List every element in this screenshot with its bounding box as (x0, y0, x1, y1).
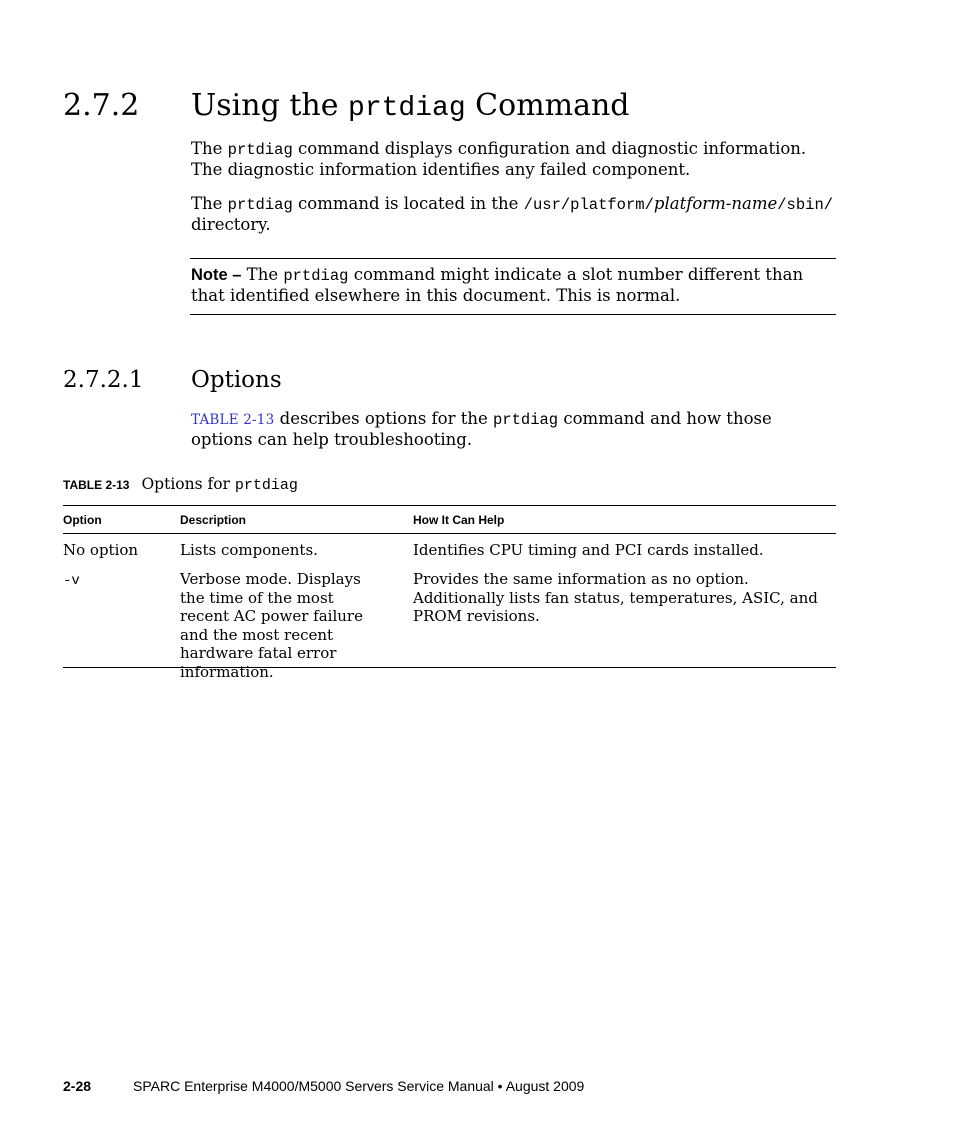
option-code: -v (63, 573, 80, 589)
paragraph-location (191, 194, 836, 235)
para1-pre: The (191, 139, 228, 158)
subsection-title: Options (191, 367, 282, 393)
table-caption (63, 474, 298, 496)
para3-pre: describes options for the (274, 409, 493, 428)
header-help: How It Can Help (413, 513, 505, 527)
cell-help: Provides the same information as no option. Additionally lists fan status, temperatures, ASIC, and PROM revisions. (413, 570, 818, 625)
options-table (63, 505, 836, 681)
caption-code: prtdiag (234, 477, 298, 494)
table-header (63, 506, 836, 534)
note-text (191, 265, 836, 306)
para3-code: prtdiag (493, 411, 559, 429)
cell-description: Lists components. (180, 541, 318, 559)
footer-title: SPARC Enterprise M4000/M5000 Servers Service Manual • August 2009 (133, 1078, 585, 1094)
para2-pre: The (191, 194, 228, 213)
cell-option: No option (63, 541, 139, 559)
header-option: Option (63, 513, 102, 527)
path-suffix: /sbin/ (777, 196, 834, 214)
note-box (190, 258, 836, 315)
note-pre: The (241, 265, 284, 284)
table-link[interactable]: TABLE 2-13 (191, 412, 275, 428)
para2-code: prtdiag (227, 196, 293, 214)
subsection-number: 2.7.2.1 (63, 367, 144, 393)
section-title-code: prtdiag (348, 93, 466, 124)
para3-post: command and how those options can help troubleshooting. (191, 409, 772, 449)
section-number: 2.7.2 (63, 88, 140, 123)
note-post: command might indicate a slot number different than that identified elsewhere in this document. This is normal. (191, 265, 804, 305)
paragraph-options (191, 409, 836, 450)
note-label: Note – (191, 266, 242, 284)
para1-code: prtdiag (227, 141, 293, 159)
para1-post: command displays configuration and diagnostic information. The diagnostic information identifies any failed component. (191, 139, 807, 179)
header-description: Description (180, 513, 247, 527)
page-number: 2-28 (63, 1078, 92, 1094)
note-code: prtdiag (283, 267, 349, 285)
paragraph-description (191, 139, 836, 180)
caption-text: Options for (141, 475, 235, 493)
para2-post: directory. (191, 215, 271, 234)
cell-description: Verbose mode. Displays the time of the most recent AC power failure and the most recent hardware fatal error information. (180, 570, 363, 681)
section-title (191, 84, 630, 131)
section-title-post: Command (465, 88, 630, 123)
para2-mid: command is located in the (292, 194, 524, 213)
path-prefix: /usr/platform/ (523, 196, 654, 214)
path-platform-name: platform-name (653, 194, 778, 213)
section-title-pre: Using the (191, 88, 349, 123)
cell-help: Identifies CPU timing and PCI cards installed. (413, 541, 764, 559)
caption-label: TABLE 2-13 (63, 478, 130, 492)
cell-option (63, 570, 173, 591)
